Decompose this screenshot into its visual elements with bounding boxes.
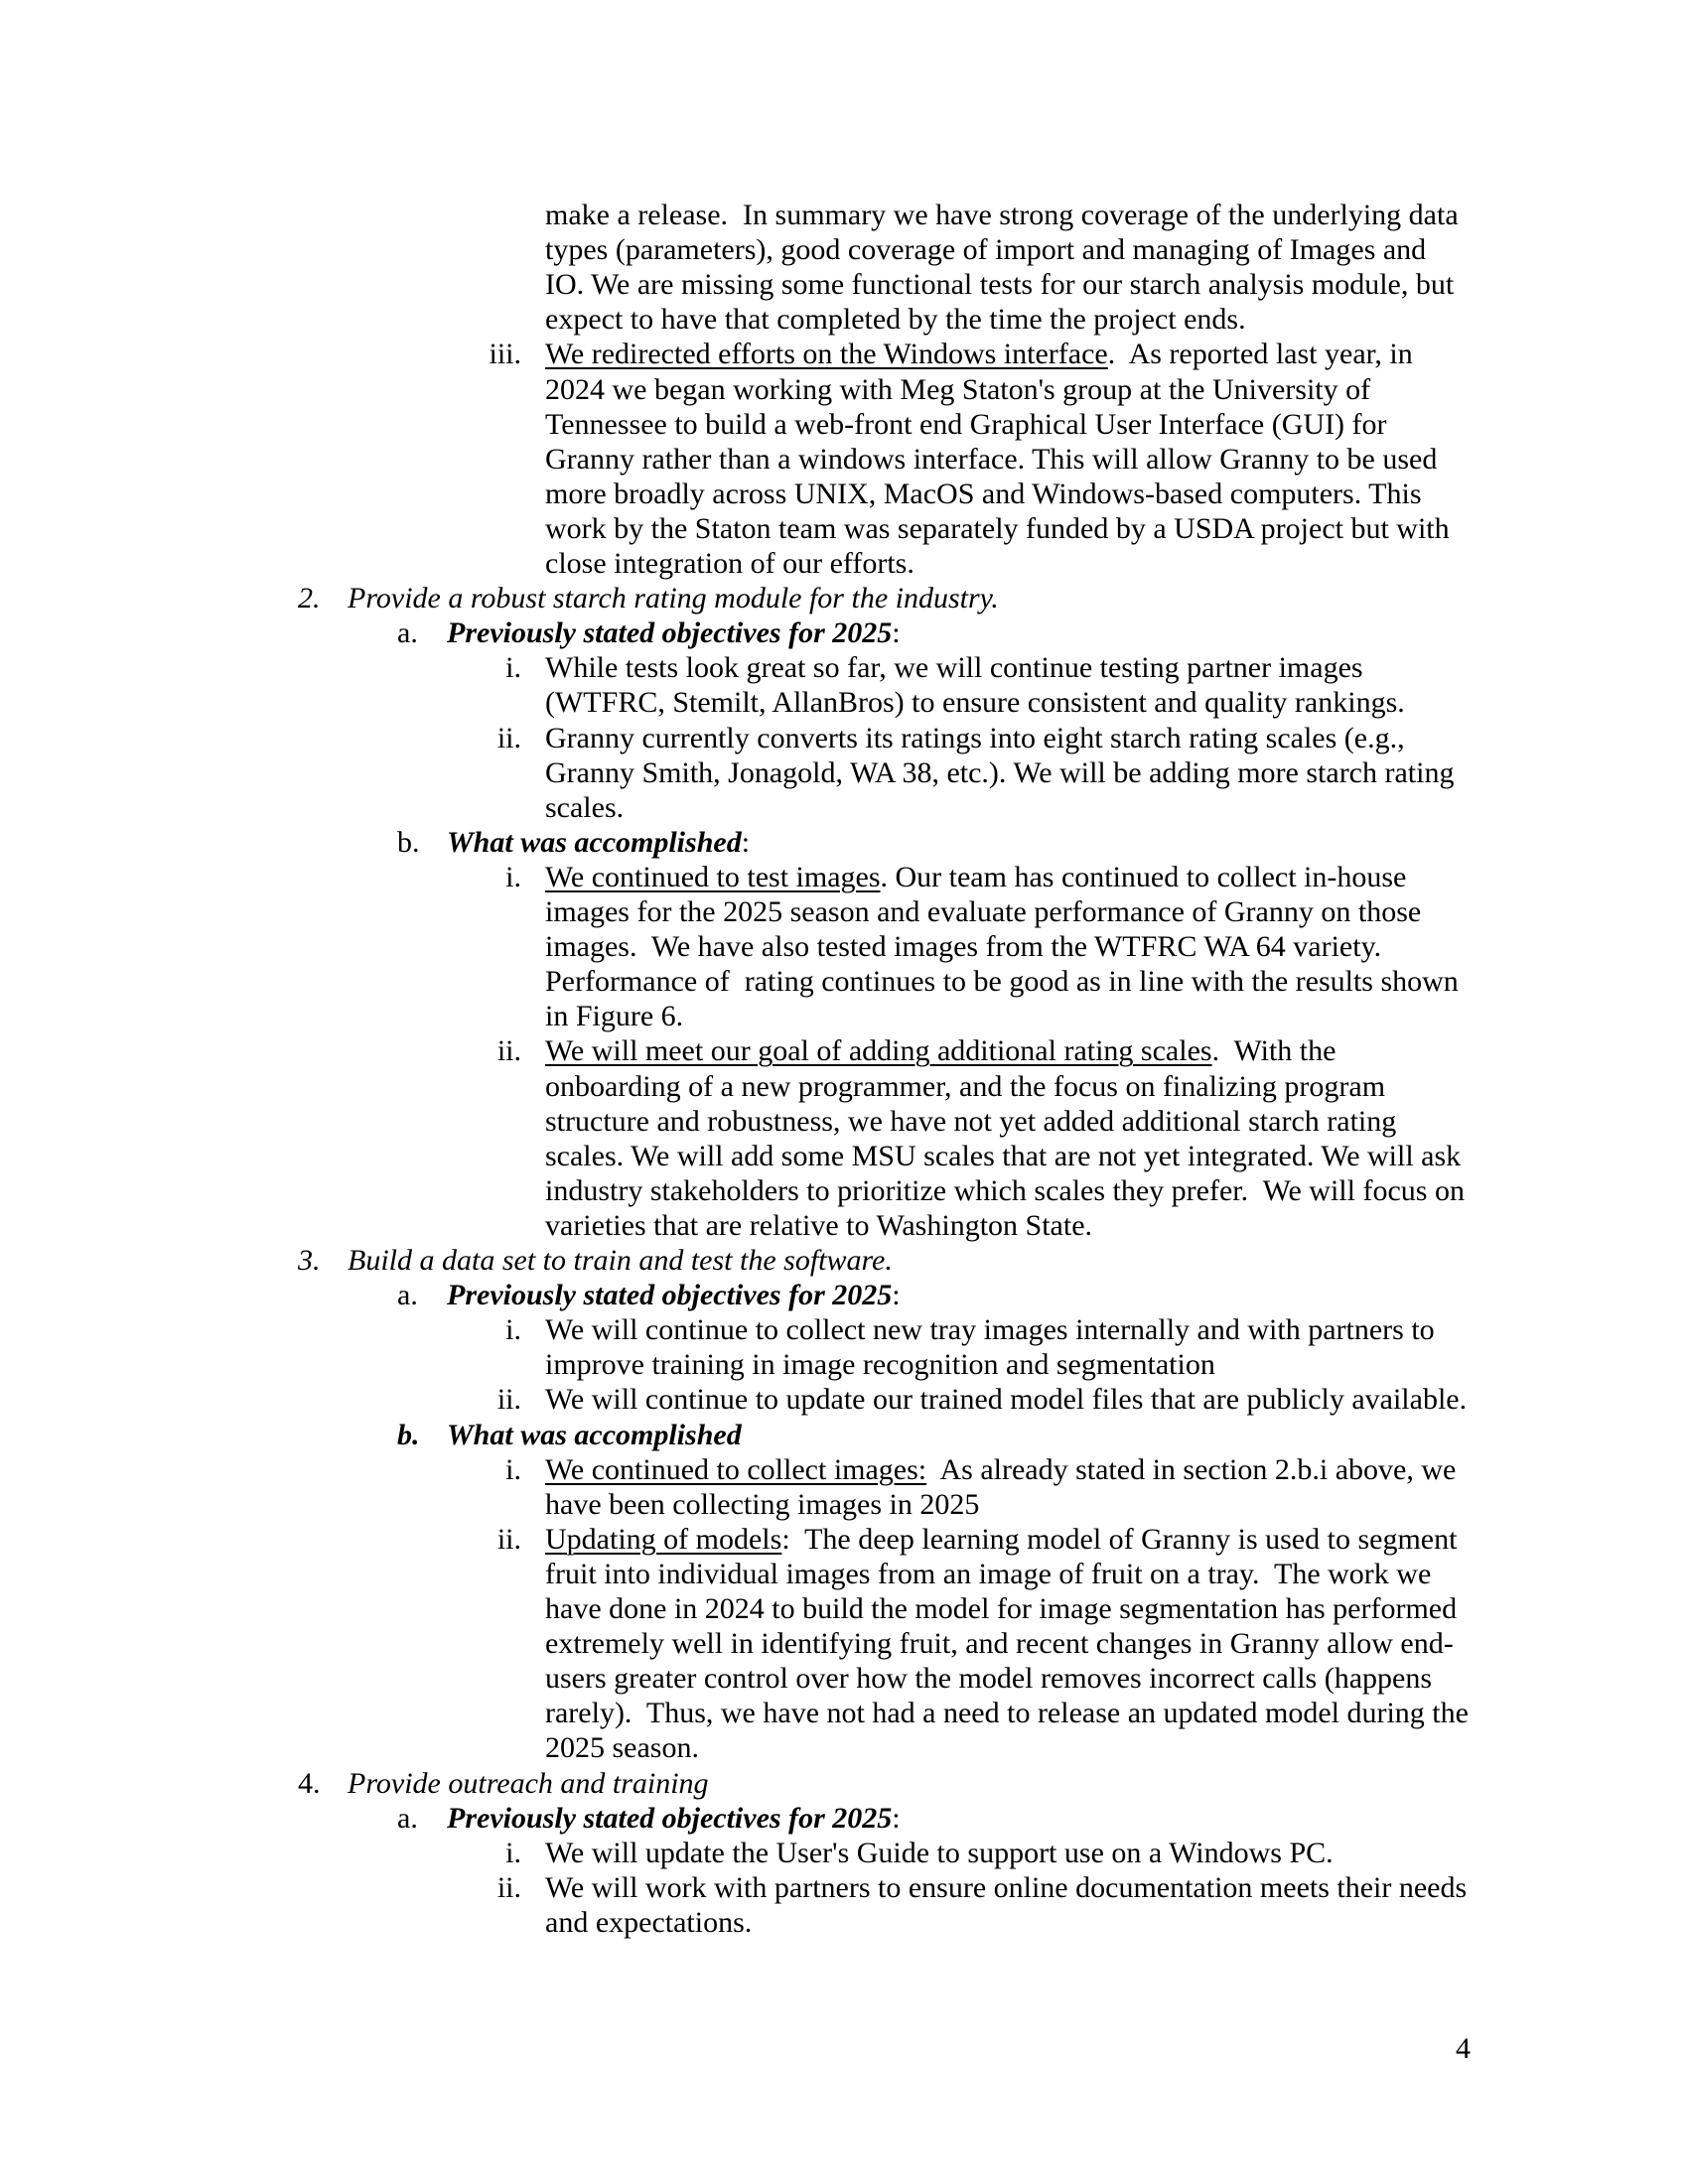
text-segment: and expectations. (545, 1905, 753, 1939)
list-marker: 3. (298, 1244, 321, 1277)
text-line (545, 337, 1413, 371)
text-segment: Tennessee to build a web-front end Graphical User Interface (GUI) for (545, 407, 1387, 441)
text-segment: images for the 2025 season and evaluate performance of Granny on those (545, 895, 1422, 928)
text-segment: : The deep learning model of Granny is used to segment (781, 1522, 1458, 1556)
bold-italic-label: What was accomplished (447, 1418, 742, 1451)
text-segment: Provide outreach and training (348, 1766, 709, 1800)
list-marker: ii. (496, 1870, 521, 1904)
text-segment: : (892, 1801, 901, 1835)
text-line (545, 1069, 1385, 1104)
text-line (545, 1661, 1432, 1696)
text-segment: : (741, 825, 751, 859)
list-marker: iii. (489, 338, 521, 371)
text-segment: rarely). Thus, we have not had a need to release an updated model during the (545, 1697, 1469, 1730)
list-marker: 4. (298, 1766, 321, 1800)
text-segment: improve training in image recognition and segmentation (545, 1348, 1215, 1382)
text-line (545, 1905, 752, 1940)
text-segment: : (892, 1279, 901, 1312)
section-heading (348, 581, 999, 615)
text-segment: We will work with partners to ensure online documentation meets their needs (545, 1870, 1468, 1904)
page-number: 4 (1456, 2032, 1471, 2065)
text-segment: Performance of rating continues to be good as in line with the results shown (545, 965, 1459, 999)
text-line (545, 650, 1363, 685)
text-segment: . Our team has continued to collect in-house (880, 860, 1407, 893)
text-segment: fruit into individual images from an image of fruit on a tray. The work we (545, 1557, 1432, 1590)
section-heading (348, 1766, 709, 1801)
text-segment: have been collecting images in 2025 (545, 1487, 980, 1521)
text-line (545, 1870, 1467, 1905)
text-line (545, 964, 1459, 999)
bold-italic-label: Previously stated objectives for 2025 (447, 1279, 893, 1312)
text-line (545, 1696, 1469, 1730)
text-line (545, 407, 1387, 442)
list-marker: ii. (496, 721, 521, 754)
text-line (545, 755, 1454, 790)
text-segment: IO. We are missing some functional tests for our starch analysis module, but (545, 268, 1455, 302)
underlined-phrase: We will meet our goal of adding additional rating scales (545, 1034, 1212, 1068)
text-segment: varieties that are relative to Washington State. (545, 1208, 1093, 1242)
text-segment: more broadly across UNIX, MacOS and Windows-based computers. This (545, 477, 1422, 510)
bold-italic-label: What was accomplished (447, 825, 742, 859)
text-line (545, 1382, 1467, 1417)
text-segment: Provide a robust starch rating module for the industry. (348, 582, 999, 615)
text-line (545, 546, 914, 581)
text-segment: users greater control over how the model removes incorrect calls (happens (545, 1662, 1432, 1696)
text-line (545, 1139, 1461, 1173)
text-line (545, 1208, 1092, 1243)
text-line (545, 1033, 1336, 1068)
text-line (545, 790, 624, 825)
underlined-phrase: We continued to test images (545, 860, 881, 893)
text-line (545, 1522, 1457, 1557)
text-line (545, 1173, 1465, 1208)
section-heading (348, 1243, 893, 1278)
subsection-heading (447, 1801, 901, 1836)
text-line (545, 1557, 1431, 1591)
text-line (545, 1347, 1215, 1382)
text-segment: industry stakeholders to prioritize which scales they prefer. We will focus on (545, 1173, 1465, 1207)
text-line (545, 685, 1405, 720)
subsection-heading (447, 615, 901, 650)
text-segment: have done in 2024 to build the model for image segmentation has performed (545, 1592, 1458, 1625)
list-marker: 2. (298, 582, 321, 615)
text-segment: Build a data set to train and test the software. (348, 1244, 893, 1277)
text-segment: We will update the User's Guide to support use on a Windows PC. (545, 1836, 1334, 1869)
list-marker: i. (505, 1452, 521, 1486)
text-line (545, 477, 1422, 511)
text-segment: As already stated in section 2.b.i above, we (926, 1452, 1457, 1486)
subsection-heading (447, 825, 750, 860)
text-segment: types (parameters), good coverage of import and managing of Images and (545, 233, 1427, 267)
list-marker: ii. (496, 1383, 521, 1417)
text-segment: Granny currently converts its ratings into eight starch rating scales (e.g., (545, 721, 1405, 754)
text-line (545, 1730, 699, 1765)
text-line (545, 1487, 979, 1522)
text-segment: make a release. In summary we have strong coverage of the underlying data (545, 199, 1459, 231)
list-marker: i. (505, 1313, 521, 1347)
text-line (545, 442, 1437, 477)
text-segment: extremely well in identifying fruit, and recent changes in Granny allow end- (545, 1627, 1454, 1661)
text-line (545, 1591, 1457, 1626)
text-segment: onboarding of a new programmer, and the focus on finalizing program (545, 1069, 1386, 1103)
subsection-heading (447, 1418, 742, 1452)
text-line (545, 302, 1246, 337)
text-line (545, 198, 1459, 232)
text-line (545, 1452, 1456, 1487)
text-segment: scales. (545, 790, 625, 824)
text-segment: Granny rather than a windows interface. This will allow Granny to be used (545, 442, 1438, 476)
text-segment: (WTFRC, Stemilt, AllanBros) to ensure consistent and quality rankings. (545, 686, 1405, 720)
text-segment: work by the Staton team was separately funded by a USDA project but with (545, 511, 1450, 545)
text-line (545, 1626, 1454, 1661)
text-segment: Granny Smith, Jonagold, WA 38, etc.). We will be adding more starch rating (545, 755, 1455, 789)
list-marker: i. (505, 1836, 521, 1869)
text-segment: structure and robustness, we have not yet added additional starch rating (545, 1104, 1397, 1138)
bold-italic-label: Previously stated objectives for 2025 (447, 616, 893, 650)
bold-italic-label: Previously stated objectives for 2025 (447, 1801, 893, 1835)
text-segment: 2024 we began working with Meg Staton's group at the University of (545, 372, 1371, 406)
text-segment: : (892, 616, 901, 650)
text-line (545, 1104, 1396, 1139)
text-line (545, 372, 1370, 407)
text-line (545, 1836, 1334, 1870)
text-segment: While tests look great so far, we will continue testing partner images (545, 651, 1363, 685)
underlined-phrase: We continued to collect images: (545, 1452, 927, 1486)
text-line (545, 860, 1406, 894)
list-marker: b. (397, 1418, 420, 1451)
text-line (545, 894, 1421, 929)
list-marker: ii. (496, 1522, 521, 1556)
list-marker: a. (397, 616, 418, 650)
underlined-phrase: Updating of models (545, 1522, 782, 1556)
underlined-phrase: We redirected efforts on the Windows interface (545, 338, 1108, 371)
list-marker: a. (397, 1279, 418, 1312)
text-line (545, 232, 1426, 267)
list-marker: i. (505, 860, 521, 893)
subsection-heading (447, 1278, 901, 1312)
text-line (545, 511, 1450, 546)
text-segment: close integration of our efforts. (545, 547, 914, 580)
text-segment: images. We have also tested images from the WTFRC WA 64 variety. (545, 930, 1382, 964)
text-line (545, 1312, 1435, 1347)
text-segment: . As reported last year, in (1107, 338, 1413, 371)
text-segment: in Figure 6. (545, 1000, 684, 1033)
text-segment: . With the (1211, 1034, 1336, 1068)
list-marker: ii. (496, 1034, 521, 1068)
text-segment: expect to have that completed by the time the project ends. (545, 303, 1246, 337)
text-line (545, 267, 1454, 302)
list-marker: a. (397, 1801, 418, 1835)
text-segment: We will continue to update our trained model files that are publicly available. (545, 1383, 1468, 1417)
text-line (545, 929, 1381, 964)
text-segment: 2025 season. (545, 1731, 699, 1765)
list-marker: b. (397, 825, 420, 859)
text-line (545, 999, 683, 1033)
text-segment: scales. We will add some MSU scales that are not yet integrated. We will ask (545, 1139, 1462, 1172)
list-marker: i. (505, 651, 521, 685)
text-line (545, 721, 1405, 755)
text-segment: We will continue to collect new tray images internally and with partners to (545, 1313, 1435, 1347)
